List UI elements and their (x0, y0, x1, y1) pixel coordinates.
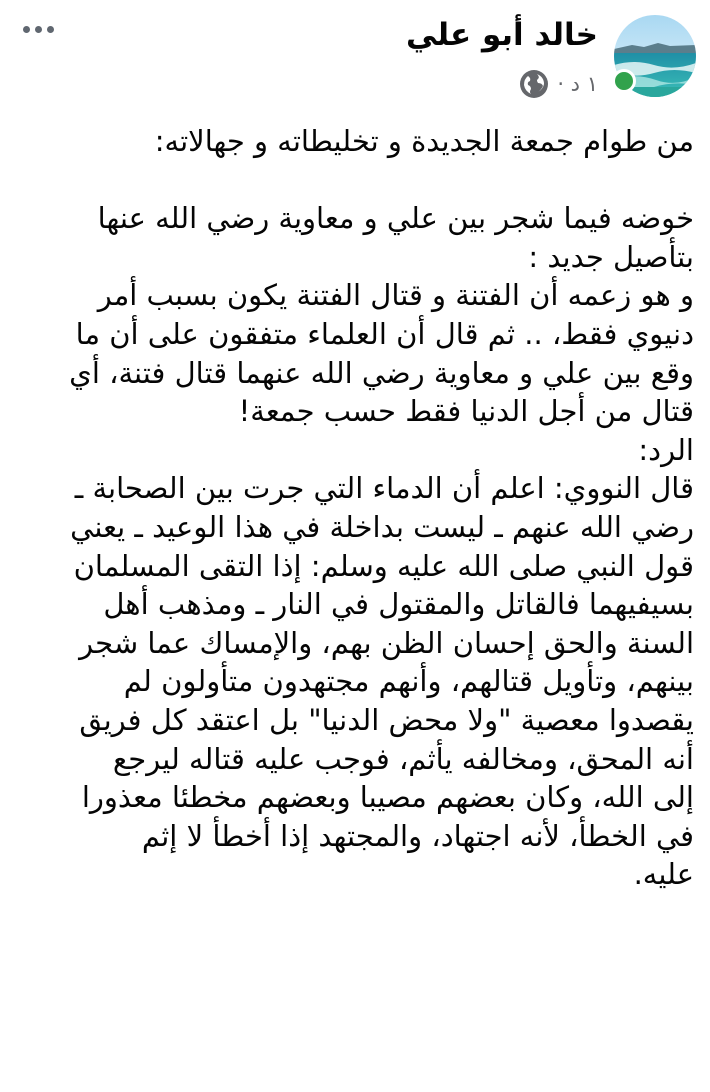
post-text-line: و هو زعمه أن الفتنة و قتال الفتنة يكون بسبب أمر (97, 278, 694, 313)
post-text-line: قال النووي: اعلم أن الدماء التي جرت بين الصحابة ـ (74, 471, 694, 506)
post-text-line: بسيفيهما فالقاتل والمقتول في النار ـ ومذهب أهل (103, 587, 694, 622)
online-status-indicator (612, 69, 636, 93)
post-text-line: دنيوي فقط، .. ثم قال أن العلماء متفقون على أن ما (75, 316, 694, 351)
post-text-line: وقع بين علي و معاوية رضي الله عنهما قتال فتنة، أي (69, 355, 694, 390)
post-text-line: قول النبي صلى الله عليه وسلم: إذا التقى المسلمان (73, 548, 694, 583)
post-text-line: الرد: (638, 432, 694, 467)
post-text-line: رضي الله عنهم ـ ليست بداخلة في هذا الوعيد ـ يعني (70, 509, 694, 544)
post-text-line: السنة والحق إحسان الظن بهم، والإمساك عما شجر (79, 625, 694, 660)
post-text-line: في الخطأ، لأنه اجتهاد، والمجتهد إذا أخطأ لا إثم (141, 818, 694, 853)
post-text-line: أنه المحق، ومخالفه يأثم، فوجب عليه قتاله ليرجع (112, 741, 694, 776)
post-timestamp[interactable]: ١ د · (557, 72, 598, 96)
post-text-line: يقصدوا معصية "ولا محض الدنيا" بل اعتقد كل فريق (79, 702, 694, 737)
post-text-line: خوضه فيما شجر بين علي و معاوية رضي الله عنها (97, 201, 694, 236)
post-text-line: بينهم، وتأويل قتالهم، وأنهم مجتهدون متأولون لم (123, 664, 694, 699)
post-text-line: من طوام جمعة الجديدة و تخليطاته و جهالاته: (154, 124, 694, 158)
more-options-button[interactable] (14, 14, 54, 44)
author-name[interactable]: خالد أبو علي (405, 17, 598, 53)
post-text-blank-line (14, 161, 694, 200)
ellipsis-icon (23, 26, 54, 33)
post-text-line: قتال من أجل الدنيا فقط حسب جمعة! (238, 394, 694, 429)
post-text-line: إلى الله، وكان بعضهم مصيبا وبعضهم مخطئا معذورا (81, 780, 694, 815)
post-text-line: عليه. (633, 857, 694, 892)
post-text-line: بتأصيل جديد : (528, 239, 694, 274)
globe-icon (519, 69, 549, 99)
post-text (14, 122, 694, 894)
post-meta (519, 66, 598, 102)
